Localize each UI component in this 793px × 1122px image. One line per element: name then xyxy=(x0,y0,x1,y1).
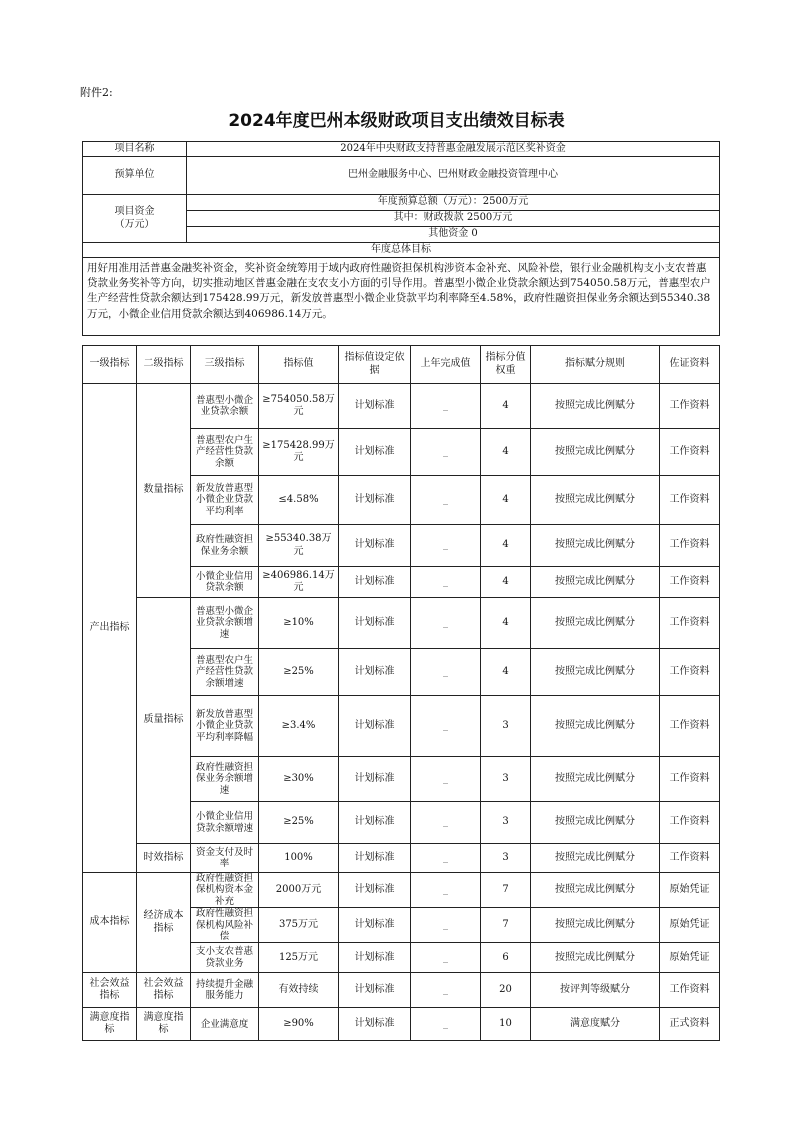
indicator-value: 100% xyxy=(259,844,339,873)
indicator-weight: 20 xyxy=(481,973,531,1008)
indicator-evidence: 正式资料 xyxy=(660,1008,720,1041)
indicator-basis: 计划标准 xyxy=(339,429,411,476)
funds-fiscal: 其中：财政拨款 2500万元 xyxy=(187,211,720,227)
indicator-basis: 计划标准 xyxy=(339,525,411,567)
group-timeliness: 时效指标 xyxy=(137,844,191,873)
indicator-name: 普惠型小微企业贷款余额 xyxy=(191,384,259,429)
indicator-evidence: 原始凭证 xyxy=(660,943,720,973)
group-quantity: 数量指标 xyxy=(137,384,191,598)
indicator-name: 政府性融资担保业务余额增速 xyxy=(191,757,259,802)
indicator-prev: _ xyxy=(411,908,481,943)
indicator-evidence: 工作资料 xyxy=(660,802,720,844)
header-evidence: 佐证资料 xyxy=(660,346,720,384)
indicator-name: 新发放普惠型小微企业贷款平均利率降幅 xyxy=(191,696,259,757)
indicator-basis: 计划标准 xyxy=(339,844,411,873)
indicator-evidence: 工作资料 xyxy=(660,757,720,802)
header-level1: 一级指标 xyxy=(83,346,137,384)
indicator-rule: 按照完成比例赋分 xyxy=(531,844,660,873)
indicator-name: 政府性融资担保机构风险补偿 xyxy=(191,908,259,943)
indicator-basis: 计划标准 xyxy=(339,943,411,973)
indicator-basis: 计划标准 xyxy=(339,476,411,525)
indicator-name: 小微企业信用贷款余额增速 xyxy=(191,802,259,844)
indicator-weight: 6 xyxy=(481,943,531,973)
project-name-label: 项目名称 xyxy=(83,142,187,157)
group-econ-cost: 经济成本指标 xyxy=(137,873,191,973)
indicator-rule: 按评判等级赋分 xyxy=(531,973,660,1008)
indicator-value: ≥406986.14万元 xyxy=(259,567,339,598)
indicator-value: 有效持续 xyxy=(259,973,339,1008)
indicator-basis: 计划标准 xyxy=(339,567,411,598)
indicator-name: 普惠型小微企业贷款余额增速 xyxy=(191,598,259,649)
indicator-prev: _ xyxy=(411,802,481,844)
indicator-prev: _ xyxy=(411,943,481,973)
indicator-rule: 按照完成比例赋分 xyxy=(531,908,660,943)
indicator-evidence: 工作资料 xyxy=(660,567,720,598)
group-satisfaction-l1: 满意度指标 xyxy=(83,1008,137,1041)
indicator-prev: _ xyxy=(411,649,481,696)
indicator-value: ≥90% xyxy=(259,1008,339,1041)
indicator-rule: 按照完成比例赋分 xyxy=(531,873,660,908)
indicator-value: ≥25% xyxy=(259,802,339,844)
header-level3: 三级指标 xyxy=(191,346,259,384)
group-social-l1: 社会效益指标 xyxy=(83,973,137,1008)
header-level2: 二级指标 xyxy=(137,346,191,384)
indicator-value: ≥175428.99万元 xyxy=(259,429,339,476)
indicator-weight: 4 xyxy=(481,525,531,567)
annual-goal-label: 年度总体目标 xyxy=(83,243,720,258)
indicator-rule: 按照完成比例赋分 xyxy=(531,696,660,757)
indicator-weight: 7 xyxy=(481,908,531,943)
indicator-rule: 满意度赋分 xyxy=(531,1008,660,1041)
indicator-evidence: 工作资料 xyxy=(660,525,720,567)
header-basis: 指标值设定依据 xyxy=(339,346,411,384)
indicator-value: ≤4.58% xyxy=(259,476,339,525)
indicator-prev: _ xyxy=(411,1008,481,1041)
indicator-prev: _ xyxy=(411,429,481,476)
indicator-rule: 按照完成比例赋分 xyxy=(531,476,660,525)
indicator-basis: 计划标准 xyxy=(339,1008,411,1041)
indicator-value: ≥30% xyxy=(259,757,339,802)
indicator-name: 企业满意度 xyxy=(191,1008,259,1041)
indicator-evidence: 工作资料 xyxy=(660,384,720,429)
indicator-value: 375万元 xyxy=(259,908,339,943)
funds-label: 项目资金 （万元） xyxy=(83,195,187,243)
indicator-basis: 计划标准 xyxy=(339,908,411,943)
indicator-basis: 计划标准 xyxy=(339,802,411,844)
header-weight: 指标分值权重 xyxy=(481,346,531,384)
indicator-basis: 计划标准 xyxy=(339,973,411,1008)
indicator-name: 新发放普惠型小微企业贷款平均利率 xyxy=(191,476,259,525)
indicator-value: ≥10% xyxy=(259,598,339,649)
indicator-name: 普惠型农户生产经营性贷款余额增速 xyxy=(191,649,259,696)
indicator-prev: _ xyxy=(411,476,481,525)
indicator-weight: 4 xyxy=(481,567,531,598)
indicator-prev: _ xyxy=(411,567,481,598)
indicator-basis: 计划标准 xyxy=(339,384,411,429)
indicator-prev: _ xyxy=(411,525,481,567)
indicator-basis: 计划标准 xyxy=(339,757,411,802)
indicator-evidence: 工作资料 xyxy=(660,598,720,649)
indicator-prev: _ xyxy=(411,973,481,1008)
indicator-name: 普惠型农户生产经营性贷款余额 xyxy=(191,429,259,476)
indicator-table xyxy=(82,345,720,1041)
indicator-name: 持续提升金融服务能力 xyxy=(191,973,259,1008)
indicator-weight: 4 xyxy=(481,649,531,696)
budget-unit-label: 预算单位 xyxy=(83,157,187,195)
budget-unit: 巴州金融服务中心、巴州财政金融投资管理中心 xyxy=(187,157,720,195)
indicator-evidence: 工作资料 xyxy=(660,973,720,1008)
indicator-weight: 3 xyxy=(481,844,531,873)
indicator-rule: 按照完成比例赋分 xyxy=(531,649,660,696)
header-prev: 上年完成值 xyxy=(411,346,481,384)
indicator-name: 支小支农普惠贷款业务 xyxy=(191,943,259,973)
header-rule: 指标赋分规则 xyxy=(531,346,660,384)
funds-total: 年度预算总额（万元）：2500万元 xyxy=(187,195,720,211)
indicator-prev: _ xyxy=(411,757,481,802)
indicator-prev: _ xyxy=(411,873,481,908)
indicator-weight: 10 xyxy=(481,1008,531,1041)
indicator-weight: 3 xyxy=(481,696,531,757)
indicator-value: ≥55340.38万元 xyxy=(259,525,339,567)
indicator-value: ≥25% xyxy=(259,649,339,696)
indicator-basis: 计划标准 xyxy=(339,598,411,649)
indicator-basis: 计划标准 xyxy=(339,873,411,908)
indicator-prev: _ xyxy=(411,696,481,757)
group-output: 产出指标 xyxy=(83,384,137,873)
indicator-basis: 计划标准 xyxy=(339,649,411,696)
indicator-evidence: 工作资料 xyxy=(660,844,720,873)
indicator-rule: 按照完成比例赋分 xyxy=(531,802,660,844)
indicator-value: 125万元 xyxy=(259,943,339,973)
project-info-table xyxy=(82,141,720,336)
indicator-name: 小微企业信用贷款余额 xyxy=(191,567,259,598)
indicator-rule: 按照完成比例赋分 xyxy=(531,429,660,476)
indicator-rule: 按照完成比例赋分 xyxy=(531,598,660,649)
group-quality: 质量指标 xyxy=(137,598,191,844)
indicator-weight: 4 xyxy=(481,429,531,476)
indicator-name: 政府性融资担保机构资本金补充 xyxy=(191,873,259,908)
indicator-evidence: 工作资料 xyxy=(660,696,720,757)
header-value: 指标值 xyxy=(259,346,339,384)
indicator-rule: 按照完成比例赋分 xyxy=(531,567,660,598)
indicator-value: ≥3.4% xyxy=(259,696,339,757)
indicator-evidence: 工作资料 xyxy=(660,649,720,696)
indicator-evidence: 工作资料 xyxy=(660,476,720,525)
indicator-rule: 按照完成比例赋分 xyxy=(531,525,660,567)
indicator-value: ≥754050.58万元 xyxy=(259,384,339,429)
indicator-weight: 4 xyxy=(481,384,531,429)
indicator-name: 政府性融资担保业务余额 xyxy=(191,525,259,567)
indicator-weight: 3 xyxy=(481,757,531,802)
indicator-weight: 3 xyxy=(481,802,531,844)
indicator-name: 资金支付及时率 xyxy=(191,844,259,873)
page-title: 2024年度巴州本级财政项目支出绩效目标表 xyxy=(228,111,565,131)
project-name: 2024年中央财政支持普惠金融发展示范区奖补资金 xyxy=(187,142,720,157)
funds-other: 其他资金 0 xyxy=(187,227,720,243)
indicator-basis: 计划标准 xyxy=(339,696,411,757)
indicator-evidence: 原始凭证 xyxy=(660,873,720,908)
group-social-l2: 社会效益指标 xyxy=(137,973,191,1008)
indicator-weight: 7 xyxy=(481,873,531,908)
indicator-weight: 4 xyxy=(481,598,531,649)
group-satisfaction-l2: 满意度指标 xyxy=(137,1008,191,1041)
indicator-prev: _ xyxy=(411,598,481,649)
annual-goal-text: 用好用准用活普惠金融奖补资金，奖补资金统筹用于域内政府性融资担保机构涉资本金补充、风险补偿，银行业金融机构支小支农普惠贷款业务奖补等方向，切实推动地区普惠金融在支农支小方面的引导作用。普惠型小微企业贷款余额达到754050.58万元，普惠型农户生产经营性贷款余额达到175428.99万元，新发放普惠型小微企业贷款平均利率降至4.58%，政府性融资担保业务余额达到55340.38万元，小微企业信用贷款余额达到406986.14万元。 xyxy=(83,258,720,336)
attachment-label: 附件2: xyxy=(80,86,113,99)
indicator-prev: _ xyxy=(411,384,481,429)
indicator-rule: 按照完成比例赋分 xyxy=(531,384,660,429)
indicator-rule: 按照完成比例赋分 xyxy=(531,943,660,973)
indicator-evidence: 原始凭证 xyxy=(660,908,720,943)
indicator-rule: 按照完成比例赋分 xyxy=(531,757,660,802)
indicator-value: 2000万元 xyxy=(259,873,339,908)
group-cost: 成本指标 xyxy=(83,873,137,973)
indicator-evidence: 工作资料 xyxy=(660,429,720,476)
indicator-weight: 4 xyxy=(481,476,531,525)
indicator-prev: _ xyxy=(411,844,481,873)
